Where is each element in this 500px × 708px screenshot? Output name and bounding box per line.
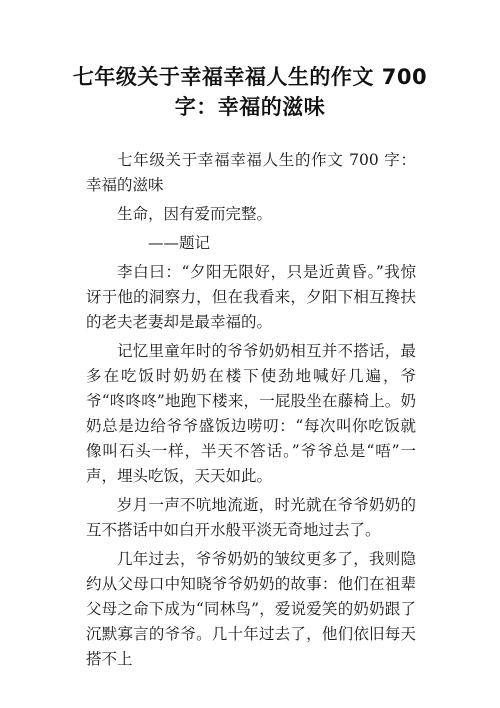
paragraph: 岁月一声不吭地流逝，时光就在爷爷奶奶的互不搭话中如白开水般平淡无奇地过去了。 — [86, 496, 416, 539]
paragraph: 李白曰：“夕阳无限好，只是近黄昏。”我惊讶于他的洞察力，但在我看来，夕阳下相互搀扶的老夫老妻却是最幸福的。 — [86, 263, 416, 331]
document-body — [86, 148, 416, 676]
paragraph-heading: 七年级关于幸福幸福人生的作文 700 字：幸福的滋味 — [86, 151, 416, 194]
title-line-1: 七年级关于幸福幸福人生的作文 700 — [72, 65, 428, 89]
paragraph: 几年过去，爷爷奶奶的皱纹更多了，我则隐约从父母口中知晓爷爷奶奶的故事：他们在祖辈父母之命下成为“同林鸟”，爱说爱笑的奶奶跟了沉默寡言的爷爷。几十年过去了，他们依旧每天搭不上 — [86, 550, 416, 668]
paragraph: 记忆里童年时的爷爷奶奶相互并不搭话，最多在吃饭时奶奶在楼下使劲地喊好几遍，爷爷“咚咚咚”地跑下楼来，一屁股坐在藤椅上。奶奶总是边给爷爷盛饭边唠叨：“每次叫你吃饭就像叫石头一样，半天不答话。”爷爷总是“唔”一声，埋头吃饭，天天如此。 — [86, 342, 416, 485]
paragraph-epigraph: 生命，因有爱而完整。 — [117, 205, 273, 223]
document-title — [40, 62, 460, 122]
title-line-2: 字：幸福的滋味 — [174, 95, 326, 119]
paragraph-epigraph-signature: ——题记 — [148, 234, 211, 252]
